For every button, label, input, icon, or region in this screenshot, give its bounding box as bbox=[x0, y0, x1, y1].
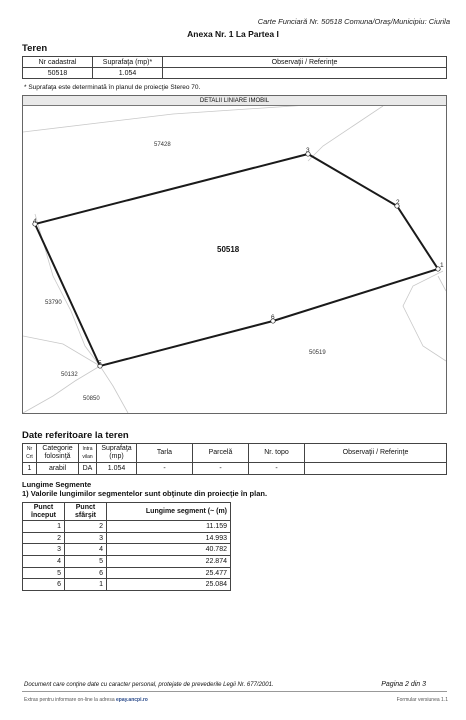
table-cell: 22.874 bbox=[107, 556, 231, 568]
table-header-row bbox=[23, 57, 447, 68]
parcel-plan-drawing bbox=[23, 106, 446, 413]
map-header: DETALII LINIARE IMOBIL bbox=[23, 96, 446, 106]
page-number: Pagina 2 din 3 bbox=[381, 681, 426, 688]
table-cell: 1.054 bbox=[97, 463, 137, 475]
teren-title: Teren bbox=[22, 43, 48, 54]
vertex-label: 3 bbox=[306, 147, 310, 154]
teren-table bbox=[22, 56, 447, 79]
table-cell: 3 bbox=[65, 532, 107, 544]
neighbor-label: 50132 bbox=[61, 372, 78, 378]
table-cell: 25.477 bbox=[107, 567, 231, 579]
column-header: Nr. topo bbox=[249, 444, 305, 463]
table-header-row bbox=[23, 503, 231, 521]
privacy-disclaimer: Document care conţine date cu caracter personal, protejate de prevederile Legii Nr. 677/2001. bbox=[24, 682, 274, 688]
neighbor-label: 53790 bbox=[45, 300, 62, 306]
table-row bbox=[23, 463, 447, 475]
extract-site-link[interactable]: epay.ancpi.ro bbox=[116, 697, 148, 703]
table-cell: 4 bbox=[65, 544, 107, 556]
cadastral-number: 50518 bbox=[23, 68, 93, 79]
column-header: Nr cadastral bbox=[23, 57, 93, 68]
vertex-label: 1 bbox=[440, 262, 444, 269]
column-header: Nr Crt bbox=[23, 444, 37, 463]
column-header: Tarla bbox=[137, 444, 193, 463]
table-cell: arabil bbox=[37, 463, 79, 475]
column-header: Suprafaţa (mp)* bbox=[93, 57, 163, 68]
table-cell: 1 bbox=[65, 579, 107, 591]
parcel-number-label: 50518 bbox=[217, 245, 240, 254]
table-cell: 5 bbox=[65, 556, 107, 568]
vertex-label: 6 bbox=[271, 314, 275, 321]
extract-note bbox=[24, 697, 148, 703]
table-cell: 2 bbox=[65, 521, 107, 533]
table-cell bbox=[305, 463, 447, 475]
table-cell: - bbox=[137, 463, 193, 475]
table-cell: 5 bbox=[23, 567, 65, 579]
column-header: Intra vilan bbox=[79, 444, 97, 463]
table-cell: 40.782 bbox=[107, 544, 231, 556]
land-data-title: Date referitoare la teren bbox=[22, 430, 129, 441]
segments-title: Lungime Segmente bbox=[22, 480, 92, 489]
parcel-map bbox=[22, 95, 447, 414]
column-header: Suprafaţa (mp) bbox=[97, 444, 137, 463]
table-cell: 4 bbox=[23, 556, 65, 568]
column-header: Categorie folosinţă bbox=[37, 444, 79, 463]
vertex-label: 4 bbox=[33, 218, 37, 225]
table-cell: 25.084 bbox=[107, 579, 231, 591]
table-cell: 11.159 bbox=[107, 521, 231, 533]
vertex-markers bbox=[33, 152, 440, 368]
footer-divider bbox=[22, 691, 447, 692]
table-cell: 6 bbox=[65, 567, 107, 579]
parcel-boundary bbox=[35, 154, 438, 366]
neighbor-label: 50850 bbox=[83, 396, 100, 402]
table-cell: 2 bbox=[23, 532, 65, 544]
projection-note: * Suprafaţa este determinată în planul de proiecţie Stereo 70. bbox=[24, 84, 201, 91]
registry-line: Carte Funciară Nr. 50518 Comuna/Oraş/Municipiu: Ciurila bbox=[257, 17, 450, 26]
column-header: Observaţii / Referinţe bbox=[163, 57, 447, 68]
column-header: Punct început bbox=[23, 503, 65, 521]
table-cell: - bbox=[193, 463, 249, 475]
table-header-row bbox=[23, 444, 447, 463]
table-cell: 1 bbox=[23, 463, 37, 475]
segments-table bbox=[22, 502, 231, 591]
extract-prefix: Extras pentru informare on-line la adresa bbox=[24, 697, 115, 703]
column-header: Parcelă bbox=[193, 444, 249, 463]
table-cell: - bbox=[249, 463, 305, 475]
table-row bbox=[23, 579, 231, 591]
table-cell: DA bbox=[79, 463, 97, 475]
table-cell: 14.993 bbox=[107, 532, 231, 544]
neighbor-boundaries bbox=[23, 106, 446, 413]
table-row bbox=[23, 544, 231, 556]
table-row bbox=[23, 556, 231, 568]
table-cell: 3 bbox=[23, 544, 65, 556]
observations-cell bbox=[163, 68, 447, 79]
table-row bbox=[23, 567, 231, 579]
column-header: Punct sfârşit bbox=[65, 503, 107, 521]
table-cell: 1 bbox=[23, 521, 65, 533]
table-cell: 6 bbox=[23, 579, 65, 591]
vertex-label: 2 bbox=[396, 199, 400, 206]
vertex-label: 5 bbox=[98, 360, 102, 367]
column-header: Lungime segment (~ (m) bbox=[107, 503, 231, 521]
table-row bbox=[23, 532, 231, 544]
column-header: Observaţii / Referinţe bbox=[305, 444, 447, 463]
land-data-table bbox=[22, 443, 447, 475]
form-version: Formular versiunea 1.1 bbox=[396, 697, 448, 703]
table-row bbox=[23, 68, 447, 79]
neighbor-label: 57428 bbox=[154, 142, 171, 148]
table-row bbox=[23, 521, 231, 533]
neighbor-label: 50519 bbox=[309, 350, 326, 356]
annex-title: Anexa Nr. 1 La Partea I bbox=[187, 29, 279, 39]
area-value: 1.054 bbox=[93, 68, 163, 79]
segments-subtitle: 1) Valorile lungimilor segmentelor sunt obţinute din proiecţie în plan. bbox=[22, 489, 268, 498]
